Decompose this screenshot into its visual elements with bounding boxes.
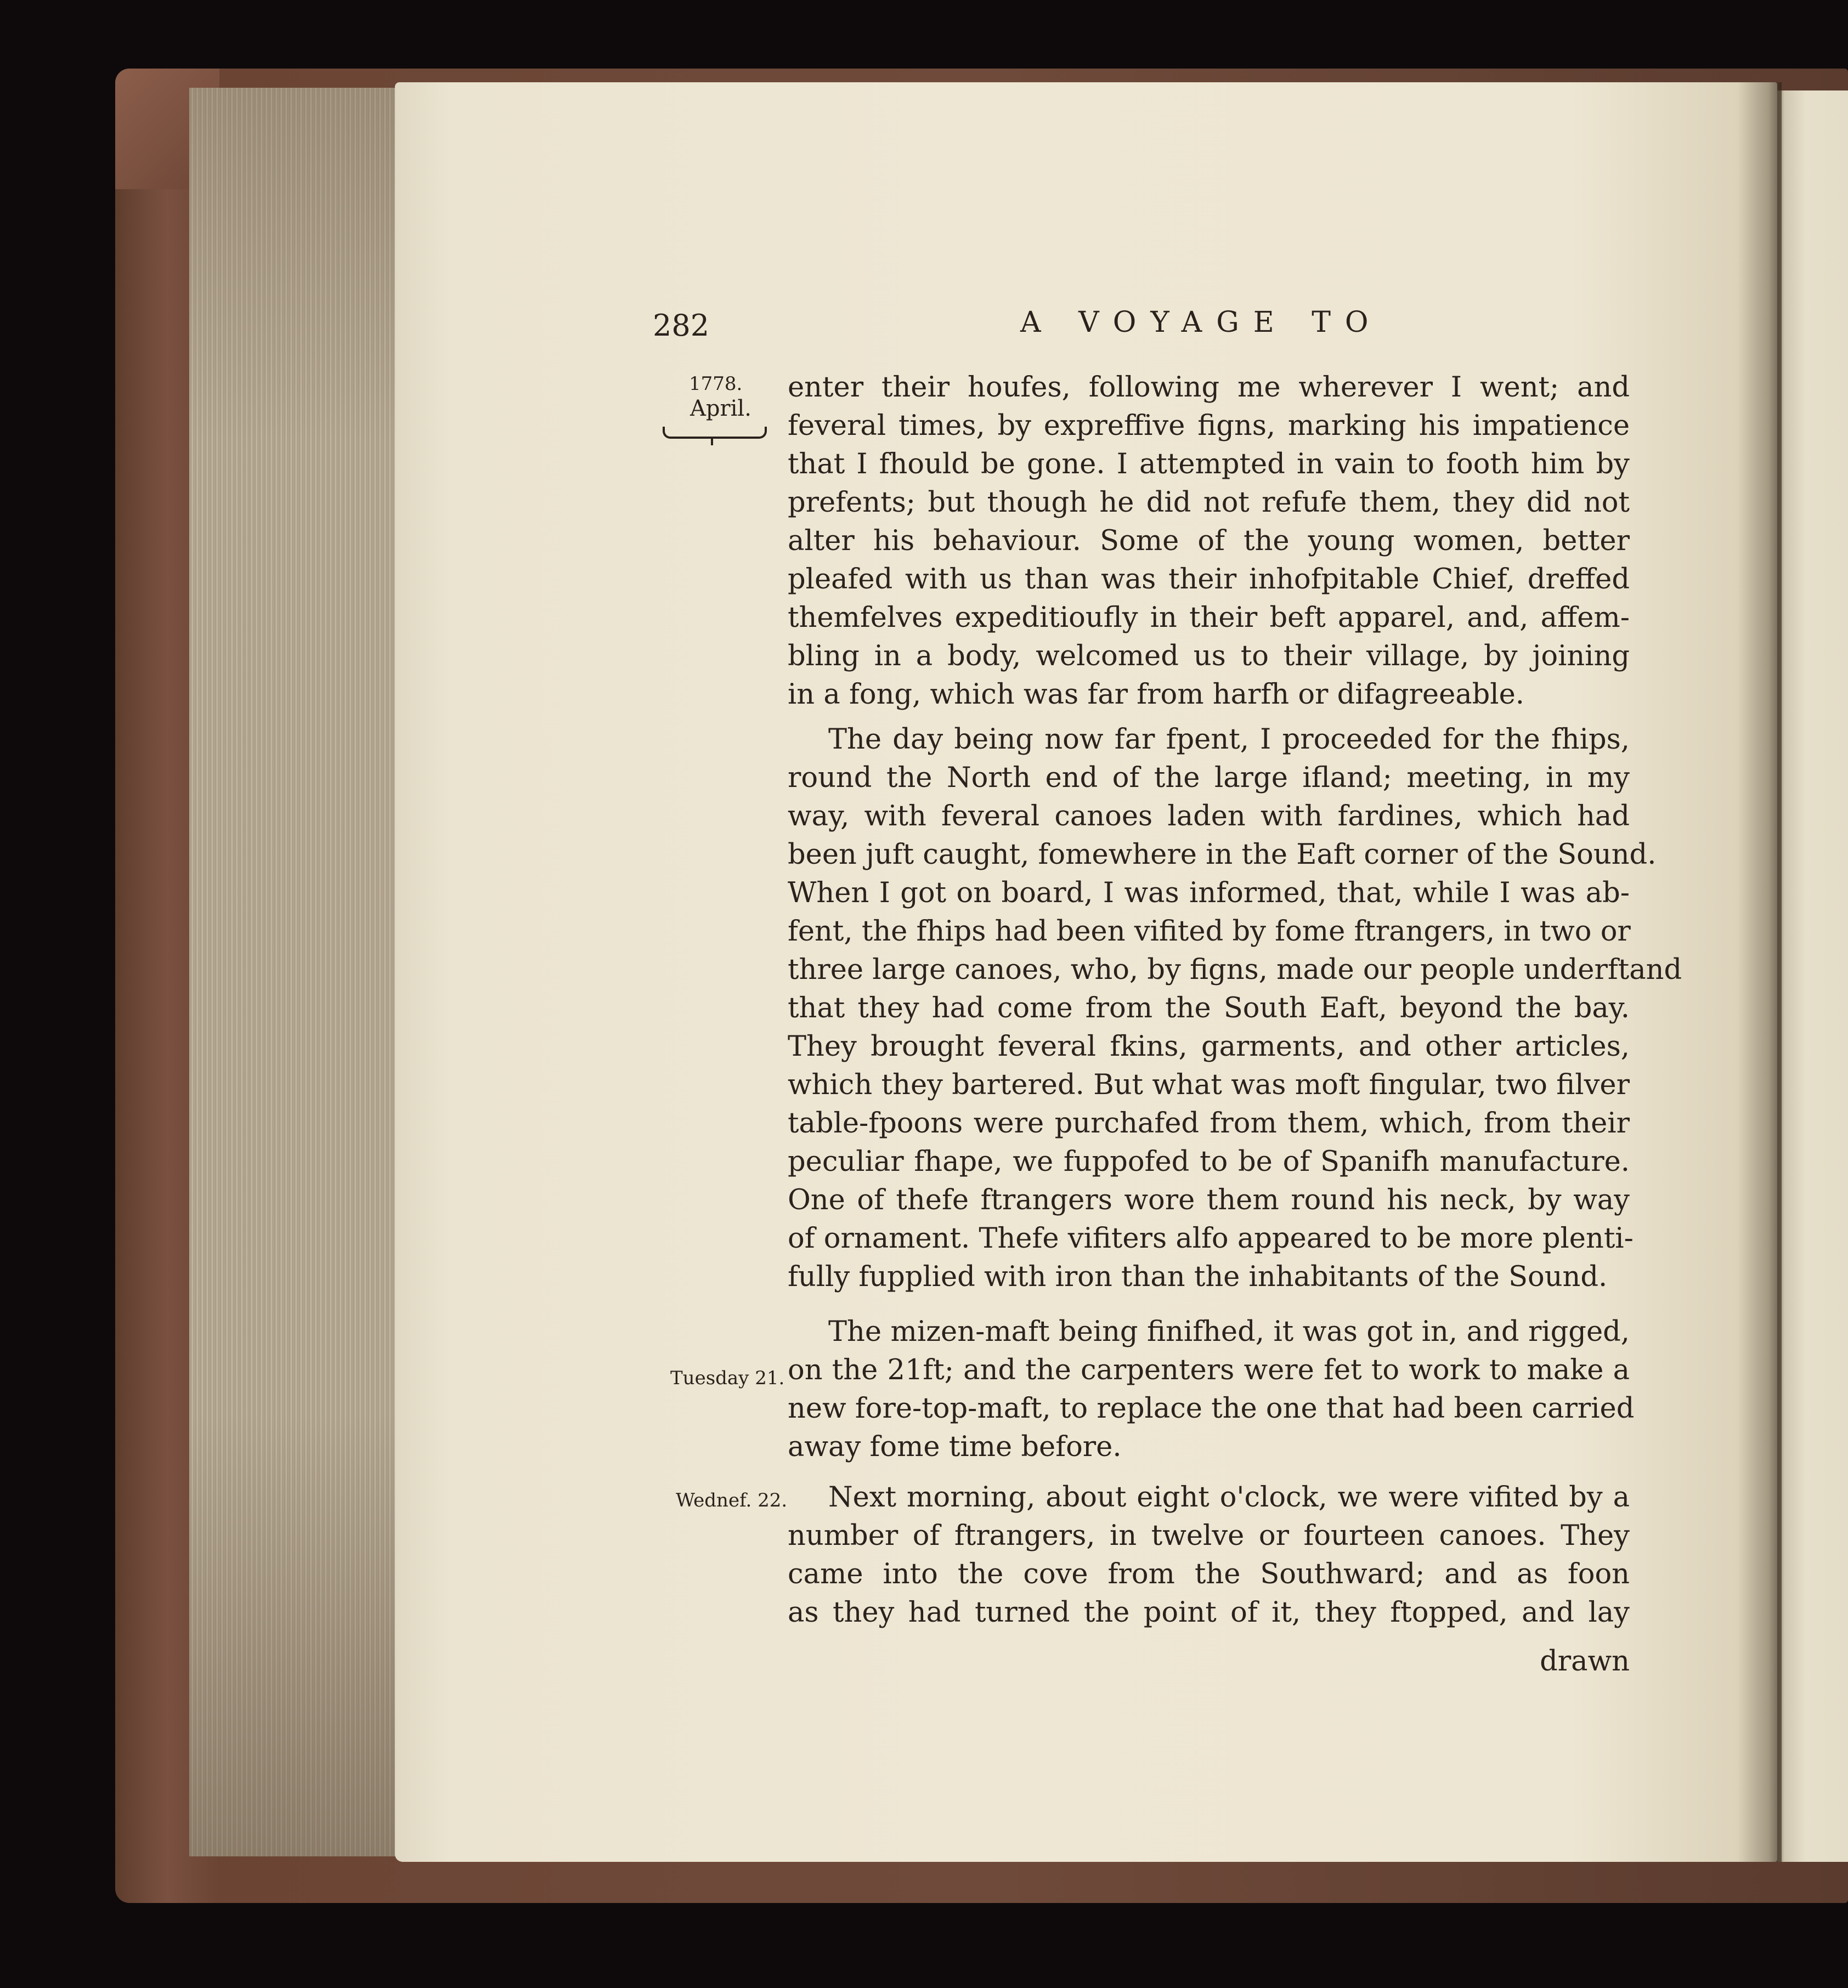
text-line: enter their houfes, following me wherever I went; and [788,371,1630,404]
page-gutter [1738,82,1782,1862]
text-line: peculiar fhape, we fuppofed to be of Spanifh manufacture. [788,1146,1630,1178]
text-line: that they had come from the South Eaft, beyond the bay. [788,992,1630,1024]
text-line: table-fpoons were purchafed from them, which, from their [788,1107,1630,1140]
page-edges-shade [189,88,403,1856]
text-line: Next morning, about eight o'clock, we were vifited by a [828,1481,1630,1514]
running-head: A VOYAGE TO [1020,306,1383,339]
facing-page [1777,90,1848,1862]
margin-year: 1778. [689,373,743,395]
text-line: which they bartered. But what was moft fingular, two filver [788,1069,1630,1101]
text-line: three large canoes, who, by figns, made our people underftand [788,954,1682,986]
margin-brace-tick [711,437,713,445]
text-line: away fome time before. [788,1431,1122,1463]
text-line: new fore-top-maft, to replace the one that had been carried [788,1392,1635,1425]
margin-note-wednesday: Wednef. 22. [676,1489,788,1511]
text-line: fully fupplied with iron than the inhabitants of the Sound. [788,1261,1608,1293]
text-line: One of thefe ftrangers wore them round his neck, by way [788,1184,1630,1216]
text-line: They brought feveral fkins, garments, and other articles, [788,1030,1630,1063]
text-line: as they had turned the point of it, they ftopped, and lay [788,1596,1630,1629]
text-line: themfelves expeditioufly in their beft apparel, and, affem- [788,602,1630,634]
text-line: prefents; but though he did not refufe them, they did not [788,486,1630,519]
text-line: of ornament. Thefe vifiters alfo appeared to be more plenti- [788,1222,1634,1255]
text-line: fent, the fhips had been vifited by fome ftrangers, in two or [788,915,1631,948]
margin-month: April. [690,396,751,421]
text-line: The day being now far fpent, I proceeded for the fhips, [828,723,1630,756]
text-line: When I got on board, I was informed, that, while I was ab- [788,877,1630,909]
text-line: been juft caught, fomewhere in the Eaft corner of the Sound. [788,839,1657,871]
text-line: round the North end of the large ifland; meeting, in my [788,762,1630,794]
text-line: alter his behaviour. Some of the young women, better [788,525,1630,557]
text-line: number of ftrangers, in twelve or fourteen canoes. They [788,1520,1630,1552]
catchword: drawn [1540,1645,1630,1678]
text-line: way, with feveral canoes laden with fardines, which had [788,800,1630,832]
text-line: that I fhould be gone. I attempted in vain to footh him by [788,448,1630,480]
margin-brace [663,427,767,439]
text-line: The mizen-maft being finifhed, it was got in, and rigged, [828,1316,1630,1348]
text-line: feveral times, by expreffive figns, marking his impatience [788,410,1630,442]
margin-note-tuesday: Tuesday 21. [670,1367,785,1389]
text-line: pleafed with us than was their inhofpitable Chief, dreffed [788,563,1630,596]
page-number: 282 [653,308,710,343]
text-line: in a fong, which was far from harfh or difagreeable. [788,678,1525,711]
text-line: on the 21ft; and the carpenters were fet to work to make a [788,1354,1630,1386]
text-line: bling in a body, welcomed us to their village, by joining [788,640,1630,672]
text-line: came into the cove from the Southward; and as foon [788,1558,1630,1590]
